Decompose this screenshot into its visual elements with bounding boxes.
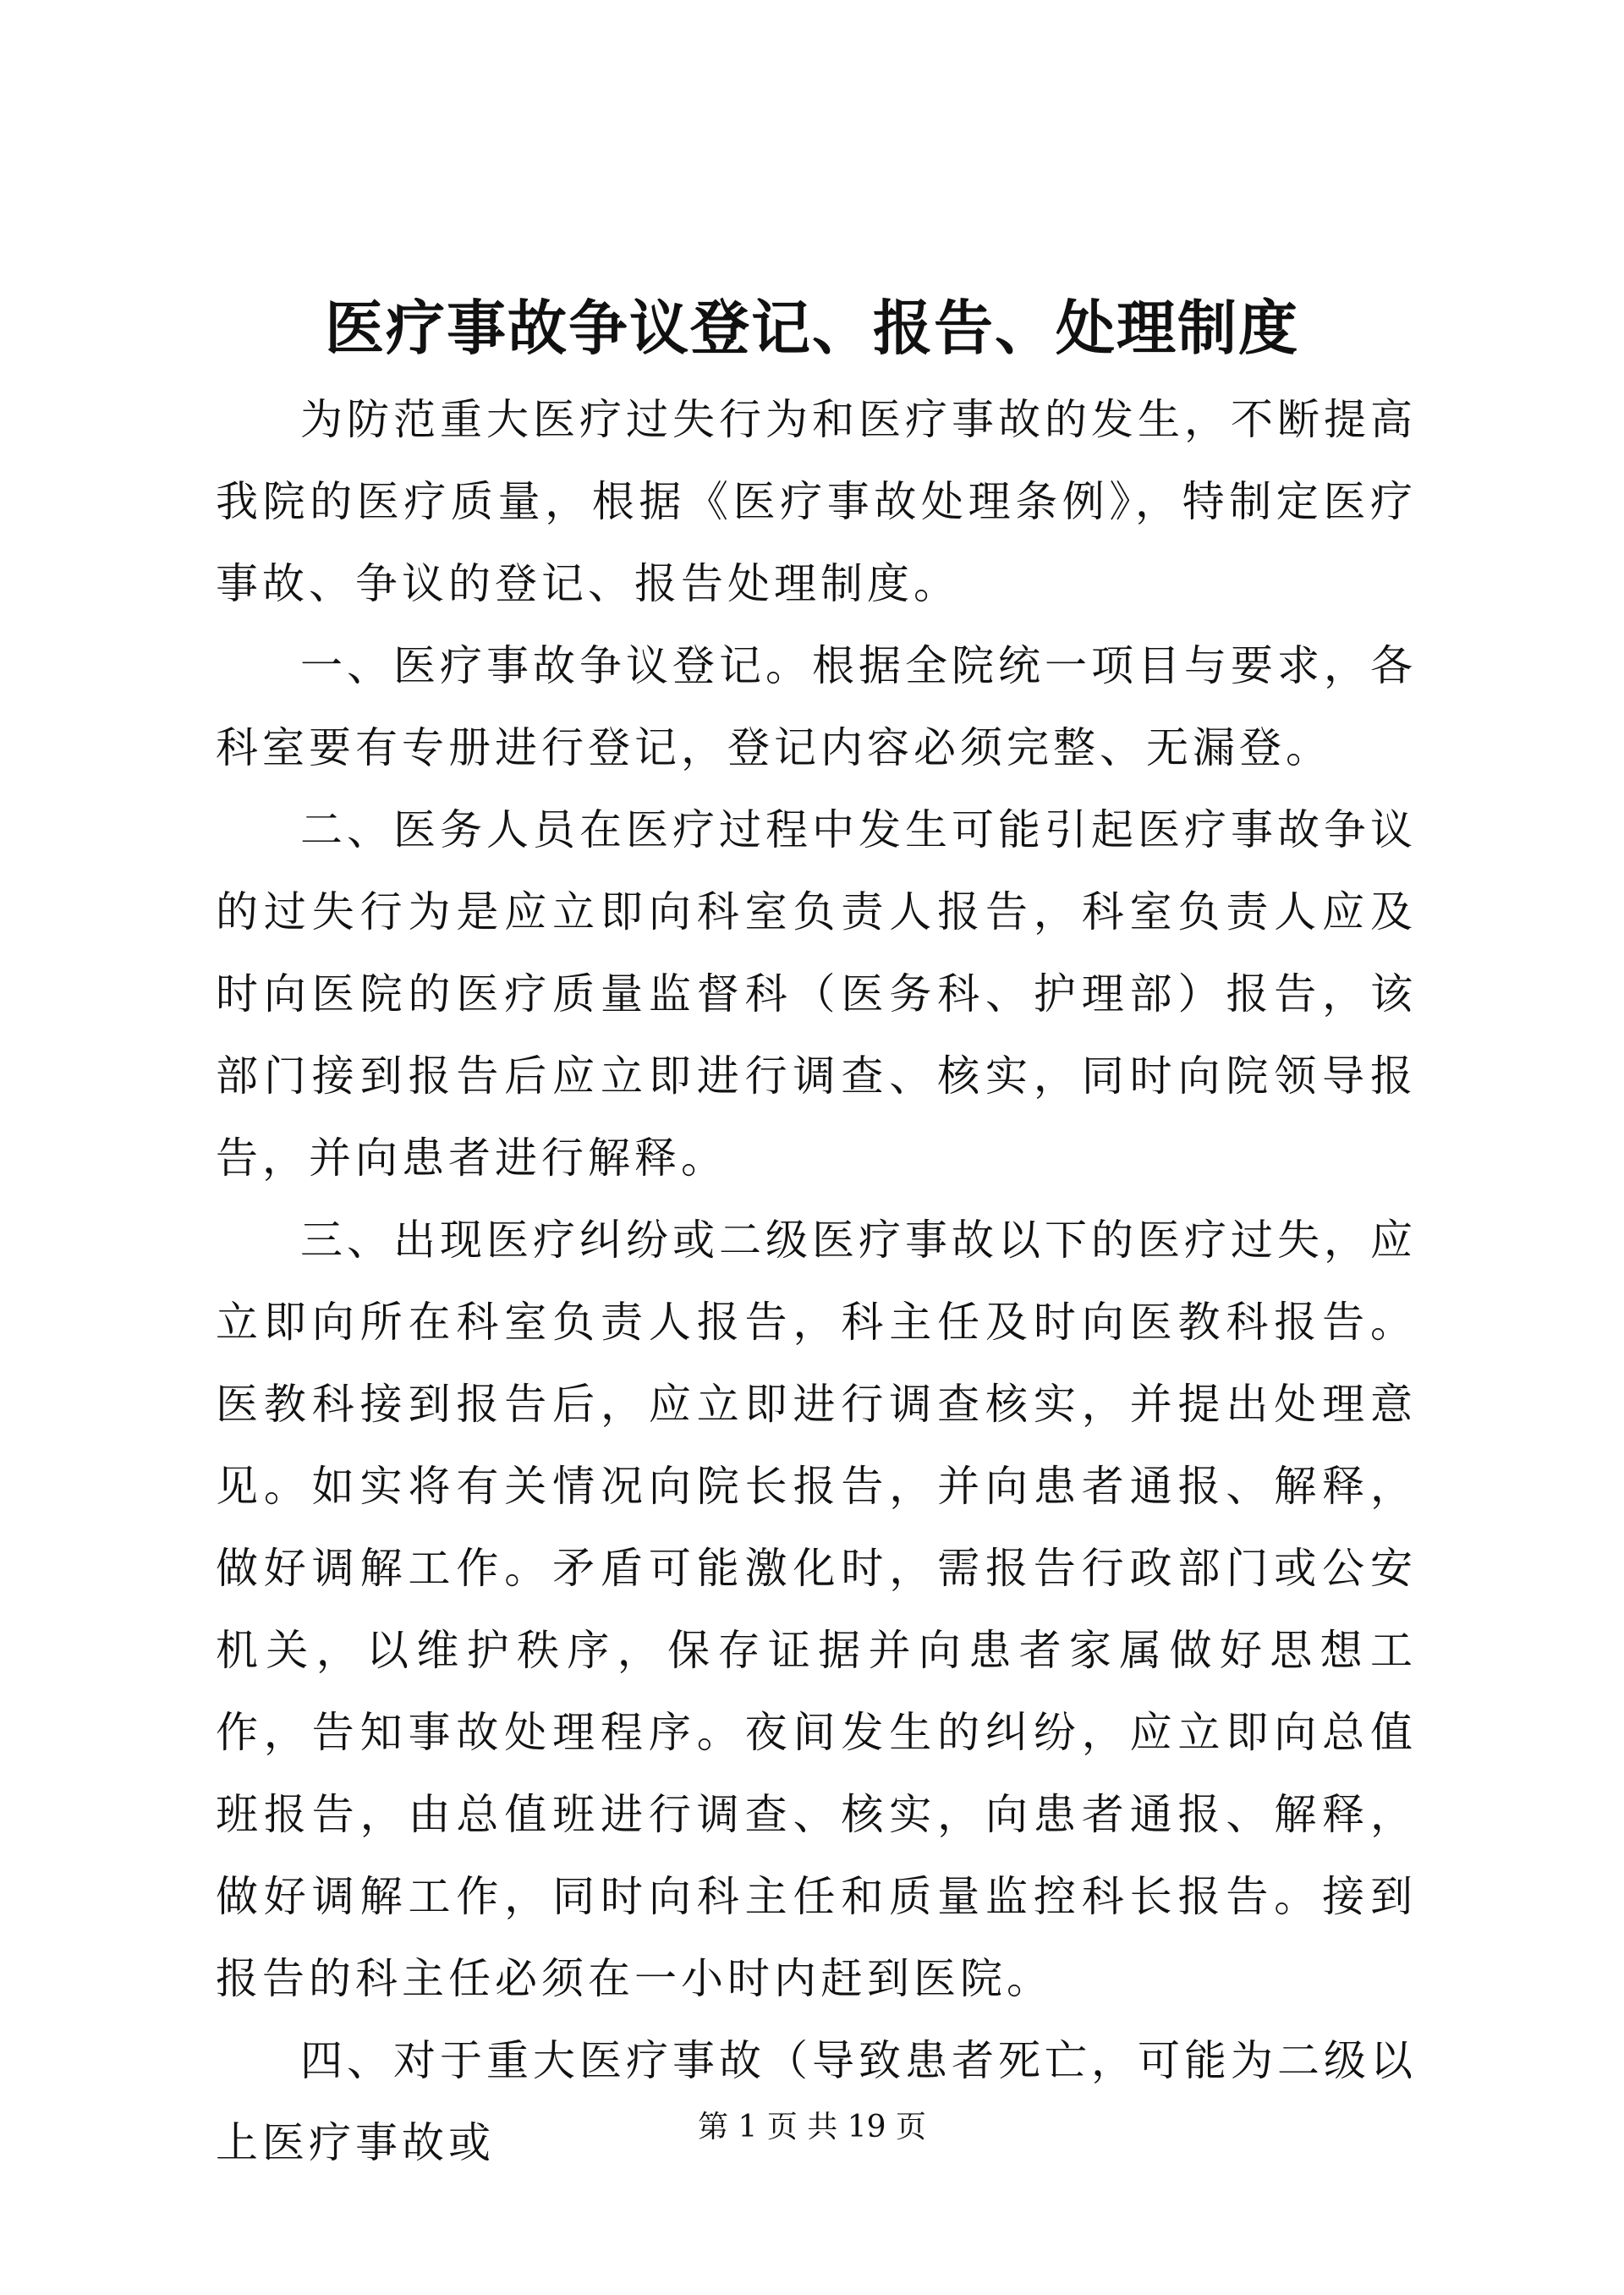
document-body	[216, 379, 1417, 2184]
paragraph-intro: 为防范重大医疗过失行为和医疗事故的发生，不断提高我院的医疗质量，根据《医疗事故处理条例》，特制定医疗事故、争议的登记、报告处理制度。	[216, 395, 1417, 608]
paragraph-section-3: 三、出现医疗纠纷或二级医疗事故以下的医疗过失，应立即向所在科室负责人报告，科主任及时向医教科报告。医教科接到报告后，应立即进行调查核实，并提出处理意见。如实将有关情况向院长报告，并向患者通报、解释，做好调解工作。矛盾可能激化时，需报告行政部门或公安机关，以维护秩序，保存证据并向患者家属做好思想工作，告知事故处理程序。夜间发生的纠纷，应立即向总值班报告，由总值班进行调查、核实，向患者通报、解释，做好调解工作，同时向科主任和质量监控科长报告。接到报告的科主任必须在一小时内赶到医院。	[216, 1216, 1417, 2003]
document-title: 医疗事故争议登记、报告、处理制度	[325, 293, 1299, 363]
paragraph-section-1: 一、医疗事故争议登记。根据全院统一项目与要求，各科室要有专册进行登记，登记内容必须完整、无漏登。	[216, 641, 1417, 772]
page-footer	[0, 2106, 1624, 2149]
page-number-label: 第 1 页 共 19 页	[698, 2110, 926, 2144]
paragraph-section-4: 四、对于重大医疗事故（导致患者死亡，可能为二级以上医疗事故或	[216, 2036, 1417, 2167]
paragraph-section-2: 二、医务人员在医疗过程中发生可能引起医疗事故争议的过失行为是应立即向科室负责人报告，科室负责人应及时向医院的医疗质量监督科（医务科、护理部）报告，该部门接到报告后应立即进行调查、核实，同时向院领导报告，并向患者进行解释。	[216, 805, 1417, 1183]
